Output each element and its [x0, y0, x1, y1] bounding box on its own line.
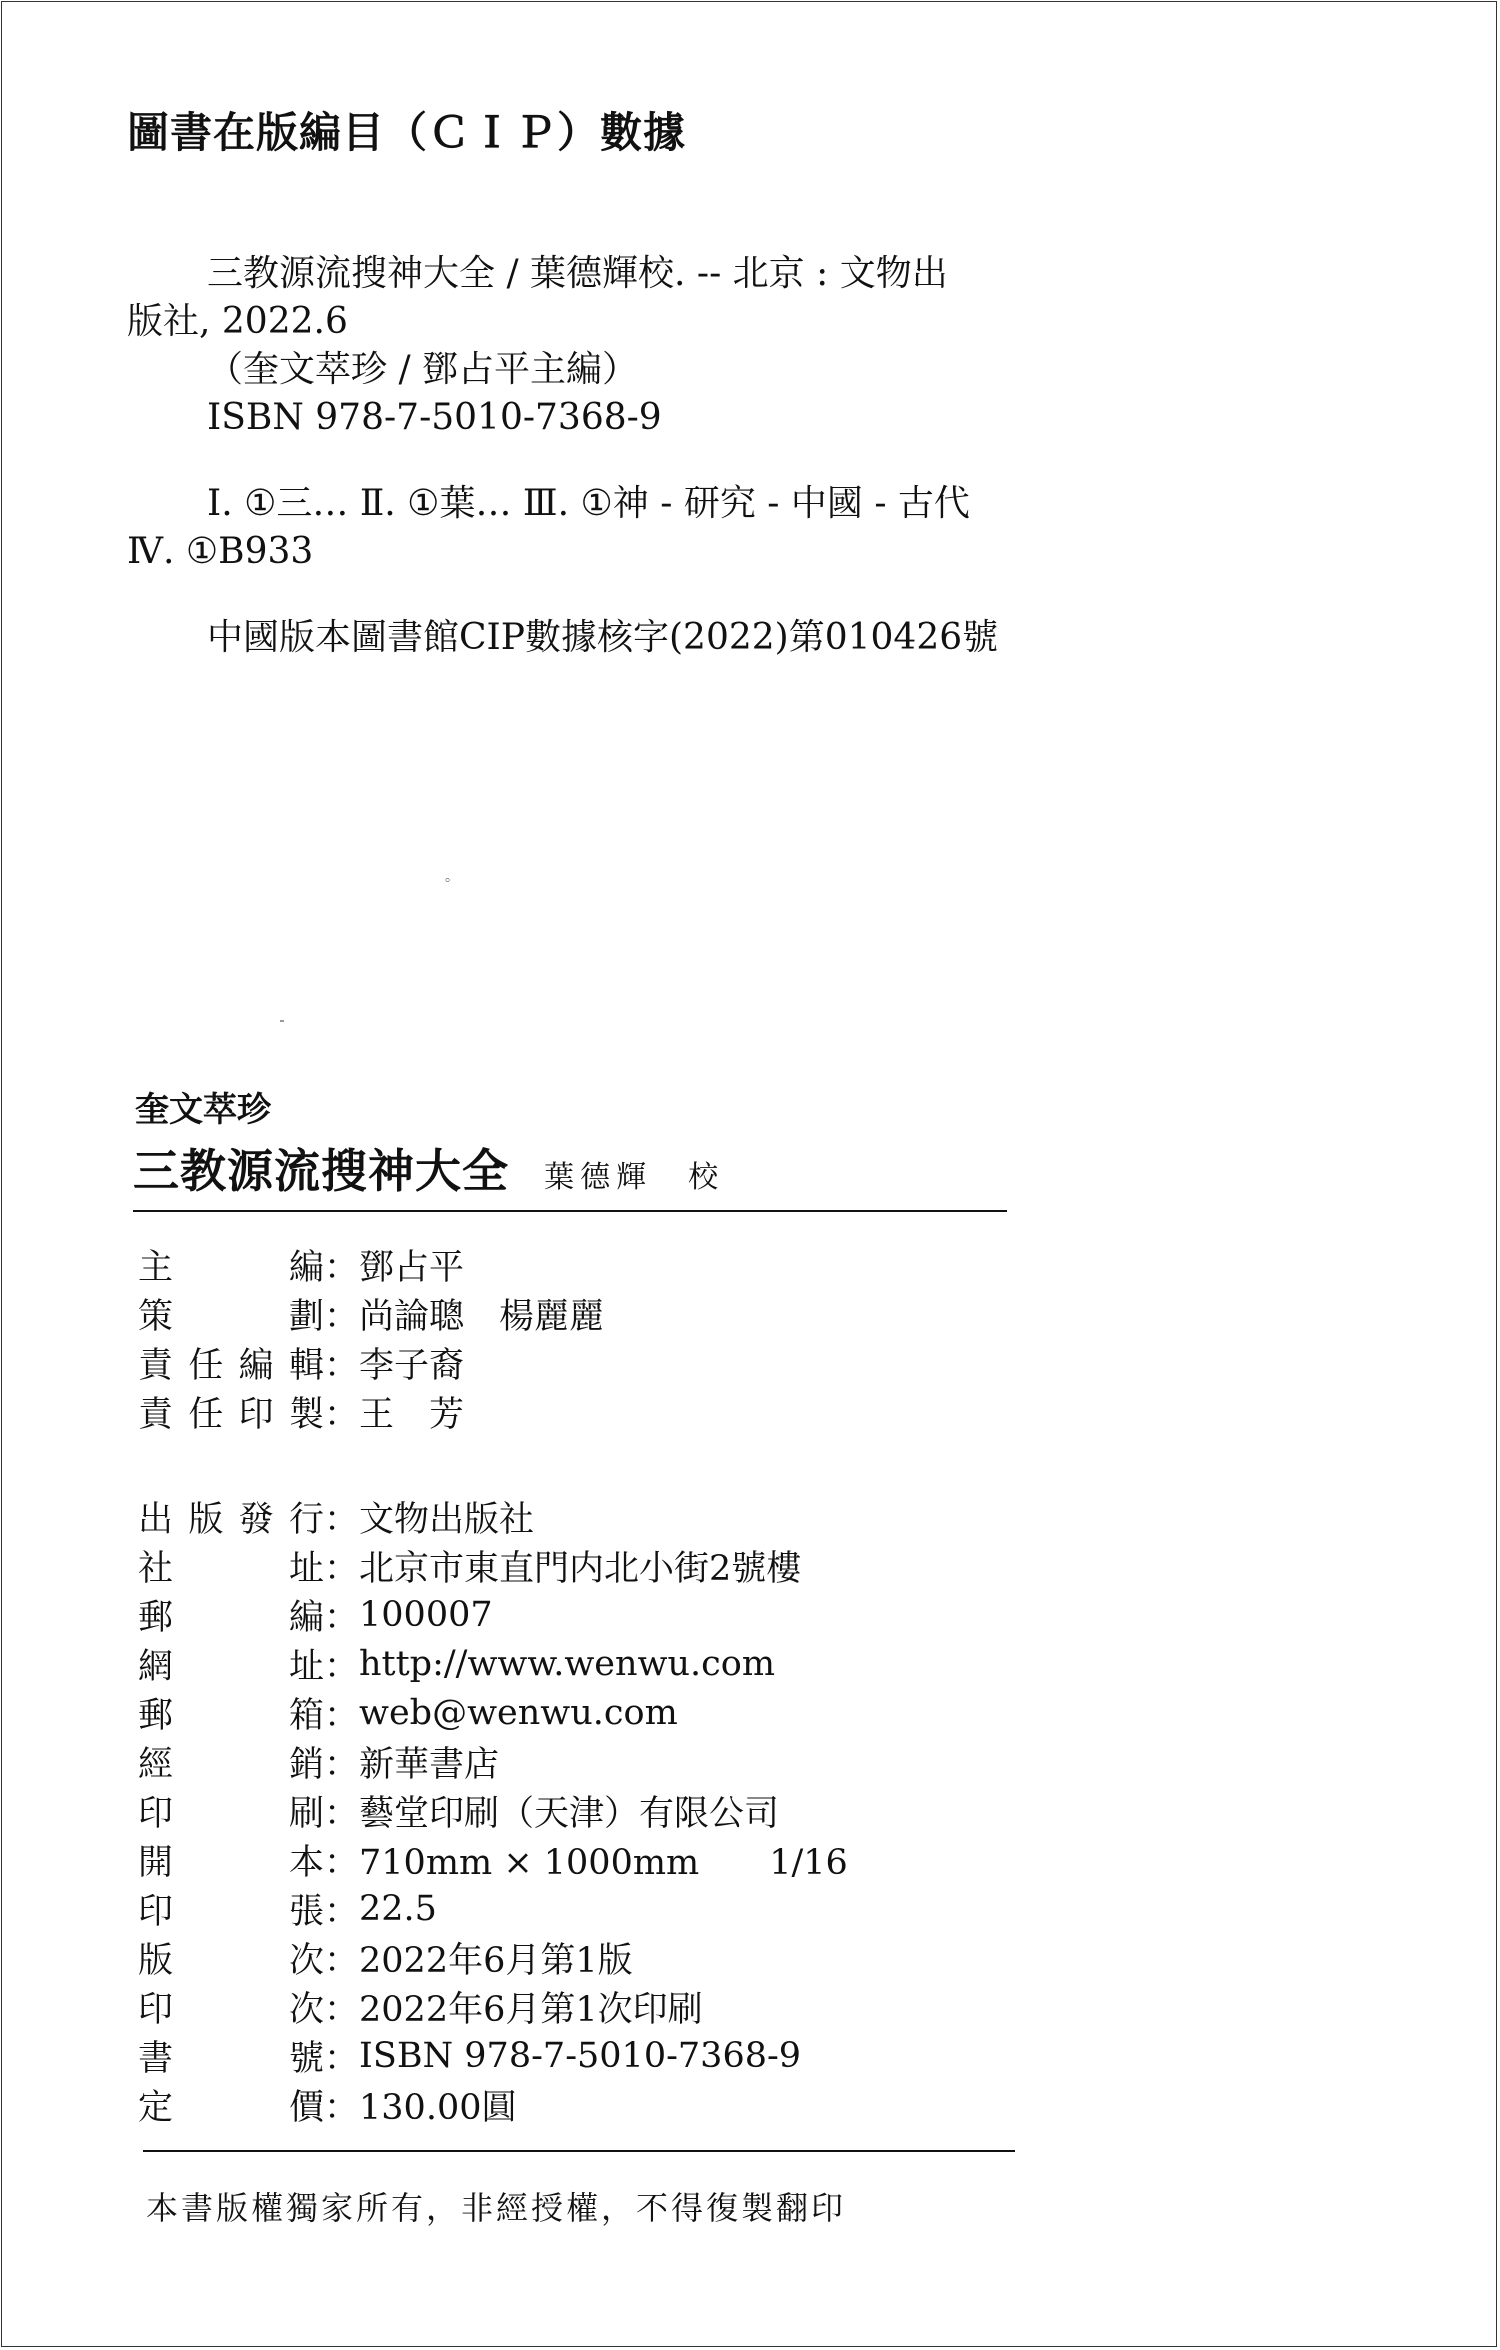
info-label: 網 址: [138, 1646, 324, 1687]
info-colon: ：: [324, 1394, 360, 1435]
info-label: 書 號: [138, 2038, 324, 2079]
info-row: [138, 1786, 848, 1835]
book-author: 葉德輝 校: [544, 1160, 725, 1195]
cip-approval-number: 中國版本圖書館CIP數據核字(2022)第010426號: [207, 617, 999, 658]
info-row: [138, 1835, 848, 1884]
info-value: ISBN 978-7-5010-7368-9: [359, 2035, 802, 2076]
info-label: 郵 箱: [138, 1695, 324, 1736]
info-label: 印 刷: [138, 1793, 324, 1834]
info-label: 開 本: [138, 1842, 324, 1883]
info-value: 2022年6月第1版: [359, 1940, 633, 1981]
info-value: 尚論聰 楊麗麗: [359, 1296, 605, 1337]
info-colon: ：: [324, 1499, 360, 1540]
cip-record: [127, 250, 1127, 662]
info-row: [138, 1933, 848, 1982]
info-label: 郵 編: [138, 1597, 324, 1638]
title-row: [133, 1135, 724, 1201]
info-colon: ：: [324, 2087, 360, 2128]
info-colon: ：: [324, 1891, 360, 1932]
info-value: 710mm × 1000mm 1/16: [359, 1842, 848, 1883]
info-row: [138, 1590, 848, 1639]
info-row: [138, 1982, 848, 2031]
info-value: 王 芳: [359, 1394, 465, 1435]
info-row: [138, 2031, 848, 2080]
info-label: 策 劃: [138, 1296, 324, 1337]
info-value: 藝堂印刷（天津）有限公司: [359, 1793, 780, 1834]
info-label: 印 張: [138, 1891, 324, 1932]
cip-classification-number: Ⅳ. ①B933: [127, 531, 314, 572]
info-label: 出 版 發 行: [138, 1499, 324, 1540]
info-value: 100007: [359, 1594, 493, 1635]
info-row: [138, 2080, 848, 2129]
info-colon: ：: [324, 1247, 360, 1288]
info-value: 文物出版社: [359, 1499, 535, 1540]
info-label: 責 任 印 製: [138, 1394, 324, 1435]
info-row: [138, 1289, 604, 1338]
cip-title-line: 三教源流搜神大全 / 葉德輝校. -- 北京 : 文物出: [207, 253, 948, 294]
info-colon: ：: [324, 1989, 360, 2030]
info-value: 李子裔: [359, 1345, 465, 1386]
top-divider: [133, 1210, 1007, 1212]
info-row: [138, 1688, 848, 1737]
info-row: [138, 1338, 604, 1387]
info-colon: ：: [324, 1744, 360, 1785]
info-row: [138, 1387, 604, 1436]
bottom-divider: [143, 2150, 1015, 2152]
info-colon: ：: [324, 1793, 360, 1834]
info-value: http://www.wenwu.com: [359, 1643, 776, 1684]
info-colon: ：: [324, 1842, 360, 1883]
info-colon: ：: [324, 1548, 360, 1589]
info-value: 北京市東直門内北小街2號樓: [359, 1548, 802, 1589]
info-colon: ：: [324, 1646, 360, 1687]
book-title: 三教源流搜神大全: [133, 1144, 509, 1198]
rights-notice: 本書版權獨家所有，非經授權，不得復製翻印: [146, 2189, 847, 2227]
info-value: 22.5: [359, 1888, 437, 1929]
info-value: 新華書店: [359, 1744, 500, 1785]
info-colon: ：: [324, 1695, 360, 1736]
info-value: 130.00圓: [359, 2087, 517, 2128]
cip-heading: 圖書在版編目（ＣＩＰ）數據: [127, 108, 687, 157]
info-colon: ：: [324, 1597, 360, 1638]
cip-series-line: （奎文萃珍 / 鄧占平主編）: [207, 349, 639, 390]
publishing-list: [138, 1492, 848, 2129]
info-colon: ：: [324, 1940, 360, 1981]
cip-publisher-line: 版社, 2022.6: [127, 301, 348, 342]
info-value: 鄧占平: [359, 1247, 465, 1288]
info-colon: ：: [324, 1296, 360, 1337]
info-colon: ：: [324, 1345, 360, 1386]
info-colon: ：: [324, 2038, 360, 2079]
info-label: 印 次: [138, 1989, 324, 2030]
cip-isbn-line: ISBN 978-7-5010-7368-9: [207, 397, 662, 438]
info-value: web@wenwu.com: [359, 1692, 678, 1733]
info-row: [138, 1737, 848, 1786]
cip-classification-line: Ⅰ. ①三… Ⅱ. ①葉… Ⅲ. ①神 - 研究 - 中國 - 古代: [207, 483, 970, 524]
info-label: 版 次: [138, 1940, 324, 1981]
info-row: [138, 1639, 848, 1688]
info-row: [138, 1492, 848, 1541]
stray-mark: 。: [445, 869, 459, 885]
info-label: 經 銷: [138, 1744, 324, 1785]
info-label: 定 價: [138, 2087, 324, 2128]
info-label: 社 址: [138, 1548, 324, 1589]
info-row: [138, 1884, 848, 1933]
info-label: 主 編: [138, 1247, 324, 1288]
info-value: 2022年6月第1次印刷: [359, 1989, 703, 2030]
series-name: 奎文萃珍: [135, 1090, 271, 1130]
info-row: [138, 1240, 604, 1289]
info-label: 責 任 編 輯: [138, 1345, 324, 1386]
info-row: [138, 1541, 848, 1590]
staff-list: [138, 1240, 604, 1436]
stray-tick: [280, 1020, 284, 1022]
